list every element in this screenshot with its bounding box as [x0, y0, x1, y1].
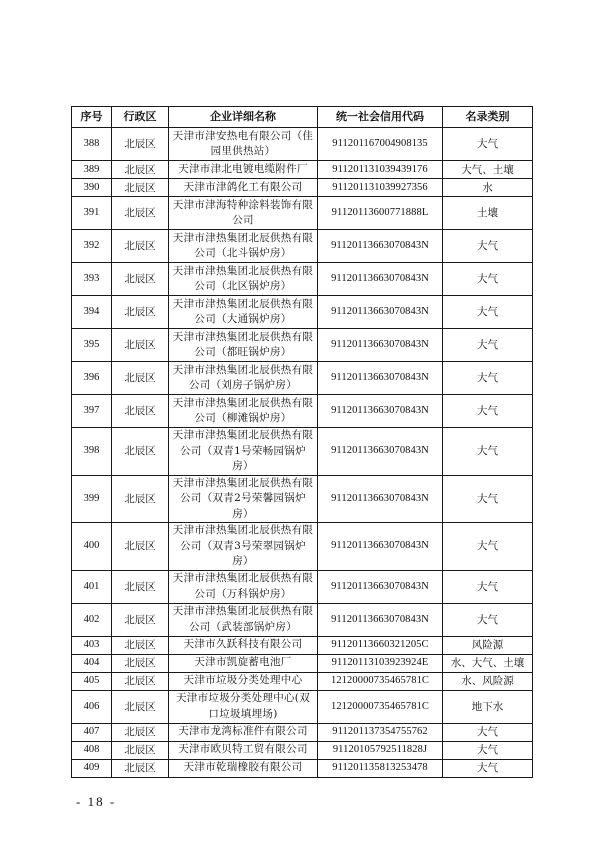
cell-district: 北辰区 [112, 161, 169, 179]
table-row [72, 128, 533, 161]
cell-enterprise-name: 天津市津安热电有限公司（佳园里供热站） [169, 128, 318, 161]
cell-enterprise-name: 天津市垃圾分类处理中心 [169, 672, 318, 690]
header-district: 行政区 [112, 107, 169, 128]
table-row [72, 475, 533, 523]
cell-district: 北辰区 [112, 690, 169, 723]
cell-seq: 390 [72, 179, 112, 197]
cell-district: 北辰区 [112, 741, 169, 759]
cell-district: 北辰区 [112, 329, 169, 362]
cell-credit-code: 91120113663070843N [318, 230, 443, 263]
cell-seq: 408 [72, 741, 112, 759]
cell-category: 风险源 [443, 636, 533, 654]
table-row [72, 263, 533, 296]
table-header-row [72, 107, 533, 128]
cell-category: 大气 [443, 230, 533, 263]
cell-category: 地下水 [443, 690, 533, 723]
table-row [72, 741, 533, 759]
cell-seq: 389 [72, 161, 112, 179]
cell-district: 北辰区 [112, 395, 169, 428]
cell-seq: 405 [72, 672, 112, 690]
cell-credit-code: 91120113663070843N [318, 395, 443, 428]
cell-enterprise-name: 天津市津热集团北辰供热有限公司（双青1号荣畅园锅炉房） [169, 428, 318, 476]
cell-credit-code: 91120113663070843N [318, 263, 443, 296]
cell-enterprise-name: 天津市津热集团北辰供热有限公司（大通锅炉房） [169, 296, 318, 329]
cell-seq: 406 [72, 690, 112, 723]
cell-district: 北辰区 [112, 672, 169, 690]
cell-seq: 404 [72, 654, 112, 672]
cell-credit-code: 91120113663070843N [318, 523, 443, 571]
cell-category: 大气 [443, 263, 533, 296]
cell-seq: 397 [72, 395, 112, 428]
table-row [72, 636, 533, 654]
cell-enterprise-name: 天津市津热集团北辰供热有限公司（北斗锅炉房） [169, 230, 318, 263]
cell-credit-code: 91120113600771888L [318, 197, 443, 230]
cell-seq: 394 [72, 296, 112, 329]
cell-enterprise-name: 天津市津热集团北辰供热有限公司（万科锅炉房） [169, 570, 318, 603]
cell-enterprise-name: 天津市垃圾分类处理中心(双口垃圾填埋场) [169, 690, 318, 723]
cell-category: 水 [443, 179, 533, 197]
page-number: - 18 - [76, 794, 117, 809]
cell-category: 大气 [443, 475, 533, 523]
cell-seq: 402 [72, 603, 112, 636]
cell-enterprise-name: 天津市津鸽化工有限公司 [169, 179, 318, 197]
table-row [72, 329, 533, 362]
table-row [72, 654, 533, 672]
cell-category: 大气 [443, 362, 533, 395]
cell-category: 大气 [443, 570, 533, 603]
cell-enterprise-name: 天津市津海特种涂料装饰有限公司 [169, 197, 318, 230]
cell-district: 北辰区 [112, 570, 169, 603]
cell-seq: 409 [72, 759, 112, 777]
cell-district: 北辰区 [112, 263, 169, 296]
table-row [72, 296, 533, 329]
cell-credit-code: 91120113660321205C [318, 636, 443, 654]
cell-credit-code: 91120113103923924E [318, 654, 443, 672]
table-row [72, 759, 533, 777]
cell-enterprise-name: 天津市津热集团北辰供热有限公司（柳滩锅炉房） [169, 395, 318, 428]
cell-credit-code: 91120113663070843N [318, 362, 443, 395]
cell-district: 北辰区 [112, 654, 169, 672]
cell-category: 大气 [443, 723, 533, 741]
cell-district: 北辰区 [112, 197, 169, 230]
cell-district: 北辰区 [112, 230, 169, 263]
cell-seq: 392 [72, 230, 112, 263]
cell-credit-code: 91120113663070843N [318, 329, 443, 362]
table-row [72, 672, 533, 690]
cell-enterprise-name: 天津市津北电镀电缆附件厂 [169, 161, 318, 179]
header-category: 名录类别 [443, 107, 533, 128]
cell-category: 大气 [443, 296, 533, 329]
table-row [72, 197, 533, 230]
cell-category: 大气 [443, 603, 533, 636]
cell-district: 北辰区 [112, 523, 169, 571]
enterprise-registry-table [71, 106, 533, 778]
cell-district: 北辰区 [112, 723, 169, 741]
cell-credit-code: 91120105792511828J [318, 741, 443, 759]
cell-seq: 407 [72, 723, 112, 741]
cell-district: 北辰区 [112, 475, 169, 523]
cell-seq: 401 [72, 570, 112, 603]
cell-credit-code: 911201135813253478 [318, 759, 443, 777]
cell-seq: 400 [72, 523, 112, 571]
cell-enterprise-name: 天津市欧贝特工贸有限公司 [169, 741, 318, 759]
cell-seq: 396 [72, 362, 112, 395]
cell-category: 大气、土壤 [443, 161, 533, 179]
cell-category: 大气 [443, 428, 533, 476]
header-seq: 序号 [72, 107, 112, 128]
cell-district: 北辰区 [112, 128, 169, 161]
cell-category: 大气 [443, 523, 533, 571]
table-row [72, 362, 533, 395]
cell-seq: 388 [72, 128, 112, 161]
cell-credit-code: 911201137354755762 [318, 723, 443, 741]
cell-category: 大气 [443, 759, 533, 777]
cell-seq: 393 [72, 263, 112, 296]
cell-credit-code: 91120113663070843N [318, 475, 443, 523]
cell-credit-code: 12120000735465781C [318, 672, 443, 690]
table-row [72, 179, 533, 197]
table-row [72, 230, 533, 263]
cell-credit-code: 911201131039927356 [318, 179, 443, 197]
cell-enterprise-name: 天津市凯旋蓄电池厂 [169, 654, 318, 672]
cell-category: 水、大气、土壤 [443, 654, 533, 672]
cell-seq: 403 [72, 636, 112, 654]
cell-district: 北辰区 [112, 603, 169, 636]
cell-seq: 398 [72, 428, 112, 476]
cell-district: 北辰区 [112, 759, 169, 777]
cell-category: 水、风险源 [443, 672, 533, 690]
table-row [72, 690, 533, 723]
table-row [72, 395, 533, 428]
cell-district: 北辰区 [112, 179, 169, 197]
table-row [72, 603, 533, 636]
cell-district: 北辰区 [112, 362, 169, 395]
cell-district: 北辰区 [112, 428, 169, 476]
cell-category: 大气 [443, 329, 533, 362]
cell-enterprise-name: 天津市久跃科技有限公司 [169, 636, 318, 654]
cell-enterprise-name: 天津市津热集团北辰供热有限公司（北区锅炉房） [169, 263, 318, 296]
cell-enterprise-name: 天津市乾瑞橡胶有限公司 [169, 759, 318, 777]
cell-seq: 391 [72, 197, 112, 230]
table-row [72, 723, 533, 741]
cell-district: 北辰区 [112, 636, 169, 654]
cell-category: 大气 [443, 128, 533, 161]
table-row [72, 428, 533, 476]
table-body [72, 128, 533, 778]
cell-district: 北辰区 [112, 296, 169, 329]
cell-credit-code: 911201131039439176 [318, 161, 443, 179]
cell-credit-code: 911201167004908135 [318, 128, 443, 161]
cell-enterprise-name: 天津市津热集团北辰供热有限公司（刘房子锅炉房） [169, 362, 318, 395]
table-row [72, 161, 533, 179]
cell-enterprise-name: 天津市津热集团北辰供热有限公司（双青2号荣馨园锅炉房） [169, 475, 318, 523]
table-row [72, 523, 533, 571]
cell-enterprise-name: 天津市津热集团北辰供热有限公司（武装部锅炉房） [169, 603, 318, 636]
cell-seq: 399 [72, 475, 112, 523]
cell-category: 大气 [443, 395, 533, 428]
cell-credit-code: 91120113663070843N [318, 603, 443, 636]
header-credit-code: 统一社会信用代码 [318, 107, 443, 128]
cell-credit-code: 12120000735465781C [318, 690, 443, 723]
header-name: 企业详细名称 [169, 107, 318, 128]
cell-credit-code: 91120113663070843N [318, 428, 443, 476]
cell-category: 土壤 [443, 197, 533, 230]
cell-seq: 395 [72, 329, 112, 362]
cell-credit-code: 91120113663070843N [318, 570, 443, 603]
cell-enterprise-name: 天津市津热集团北辰供热有限公司（都旺锅炉房） [169, 329, 318, 362]
table-row [72, 570, 533, 603]
cell-category: 大气 [443, 741, 533, 759]
cell-credit-code: 91120113663070843N [318, 296, 443, 329]
cell-enterprise-name: 天津市津热集团北辰供热有限公司（双青3号荣翠园锅炉房） [169, 523, 318, 571]
cell-enterprise-name: 天津市龙湾标准件有限公司 [169, 723, 318, 741]
